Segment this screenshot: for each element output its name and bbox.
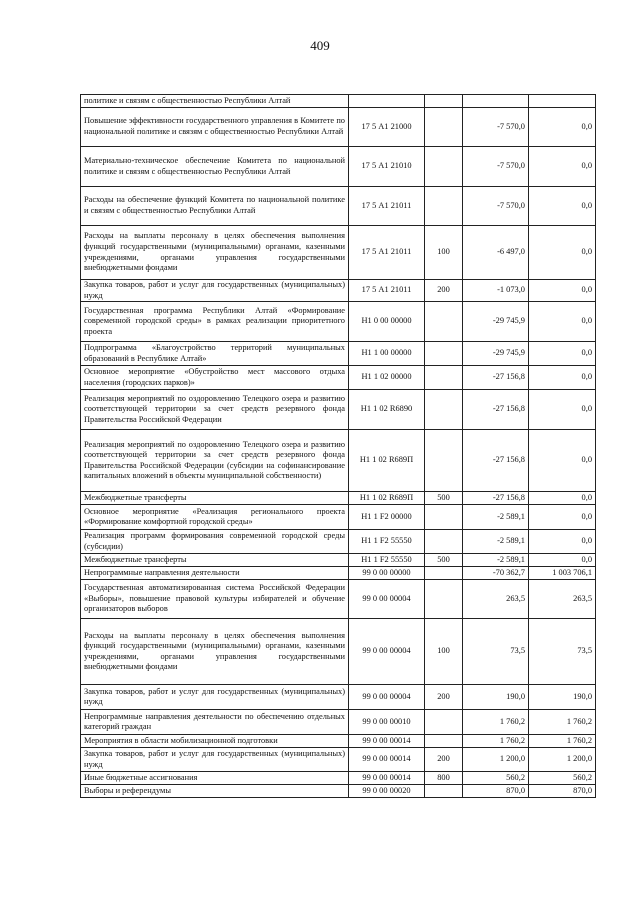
table-row <box>81 108 596 147</box>
row-value-change: -27 156,8 <box>463 430 529 492</box>
row-value-change: 560,2 <box>463 772 529 785</box>
row-code: 99 0 00 00014 <box>349 772 425 785</box>
row-value-change: -27 156,8 <box>463 366 529 390</box>
table-row <box>81 492 596 505</box>
table-row <box>81 554 596 567</box>
table-row <box>81 567 596 580</box>
row-expense-type <box>425 505 463 530</box>
row-code: Н1 1 02 R6890 <box>349 390 425 430</box>
table-row <box>81 302 596 342</box>
table-row <box>81 772 596 785</box>
row-name: Реализация мероприятий по оздоровлению Телецкого озера и развитию соответствующей территории за счет средств резервного фонда Правительства Российской Федерации <box>81 390 349 430</box>
row-expense-type: 800 <box>425 772 463 785</box>
row-value-total: 0,0 <box>529 187 596 226</box>
row-value-total: 263,5 <box>529 580 596 619</box>
row-code: Н1 0 00 00000 <box>349 302 425 342</box>
row-value-total: 0,0 <box>529 108 596 147</box>
row-name: Расходы на выплаты персоналу в целях обеспечения выполнения функций государственными (муниципальными) органами, казенными учреждениями, органами управления государственными внебюджетными фондами <box>81 226 349 280</box>
row-value-total: 1 760,2 <box>529 710 596 735</box>
row-expense-type <box>425 302 463 342</box>
row-value-change: -2 589,1 <box>463 554 529 567</box>
row-expense-type: 200 <box>425 748 463 772</box>
row-name: Выборы и референдумы <box>81 785 349 798</box>
row-value-change <box>463 95 529 108</box>
budget-table-body <box>81 95 596 798</box>
row-expense-type <box>425 366 463 390</box>
row-name: Расходы на выплаты персоналу в целях обеспечения выполнения функций государственными (муниципальными) органами, казенными учреждениями, органами управления государственными внебюджетными фондами <box>81 619 349 685</box>
row-value-total: 1 003 706,1 <box>529 567 596 580</box>
row-expense-type <box>425 735 463 748</box>
row-name: Реализация программ формирования современной городской среды (субсидии) <box>81 530 349 554</box>
table-row <box>81 619 596 685</box>
row-expense-type <box>425 108 463 147</box>
row-expense-type <box>425 710 463 735</box>
row-code: Н1 1 02 R689П <box>349 430 425 492</box>
table-row <box>81 226 596 280</box>
row-code: Н1 1 F2 55550 <box>349 554 425 567</box>
row-name: Закупка товаров, работ и услуг для государственных (муниципальных) нужд <box>81 685 349 710</box>
row-expense-type: 200 <box>425 280 463 302</box>
row-value-total: 0,0 <box>529 505 596 530</box>
row-value-total: 0,0 <box>529 342 596 366</box>
row-code: 17 5 А1 21011 <box>349 187 425 226</box>
row-name: Мероприятия в области мобилизационной подготовки <box>81 735 349 748</box>
table-row <box>81 366 596 390</box>
row-code: Н1 1 02 00000 <box>349 366 425 390</box>
row-value-change: 1 760,2 <box>463 710 529 735</box>
row-name: Основное мероприятие «Обустройство мест массового отдыха населения (городских парков)» <box>81 366 349 390</box>
row-name: Иные бюджетные ассигнования <box>81 772 349 785</box>
row-value-total: 0,0 <box>529 147 596 187</box>
row-name: Основное мероприятие «Реализация регионального проекта «Формирование комфортной городской среды» <box>81 505 349 530</box>
row-code: Н1 1 F2 55550 <box>349 530 425 554</box>
row-expense-type: 100 <box>425 226 463 280</box>
row-expense-type <box>425 342 463 366</box>
row-name: Непрограммные направления деятельности <box>81 567 349 580</box>
row-value-change: 870,0 <box>463 785 529 798</box>
row-value-total: 0,0 <box>529 366 596 390</box>
row-name: Межбюджетные трансферты <box>81 492 349 505</box>
row-value-total: 0,0 <box>529 226 596 280</box>
table-row <box>81 390 596 430</box>
row-code: 99 0 00 00020 <box>349 785 425 798</box>
row-value-change: 73,5 <box>463 619 529 685</box>
row-name: Повышение эффективности государственного управления в Комитете по национальной политике и связям с общественностью Республики Алтай <box>81 108 349 147</box>
row-name: Государственная автоматизированная система Российской Федерации «Выборы», повышение правовой культуры избирателей и обучение организаторов выборов <box>81 580 349 619</box>
row-value-total: 0,0 <box>529 390 596 430</box>
row-value-change: -27 156,8 <box>463 390 529 430</box>
row-code: 99 0 00 00004 <box>349 619 425 685</box>
row-expense-type <box>425 785 463 798</box>
row-expense-type <box>425 530 463 554</box>
table-row <box>81 530 596 554</box>
table-row <box>81 280 596 302</box>
row-value-change: 1 200,0 <box>463 748 529 772</box>
row-name: Закупка товаров, работ и услуг для государственных (муниципальных) нужд <box>81 748 349 772</box>
row-value-total: 0,0 <box>529 430 596 492</box>
row-code: 99 0 00 00004 <box>349 685 425 710</box>
row-code: 17 5 А1 21000 <box>349 108 425 147</box>
table-row <box>81 187 596 226</box>
table-row <box>81 430 596 492</box>
row-value-change: -27 156,8 <box>463 492 529 505</box>
row-code: 17 5 А1 21010 <box>349 147 425 187</box>
row-code: 99 0 00 00010 <box>349 710 425 735</box>
row-value-change: -29 745,9 <box>463 342 529 366</box>
row-code: Н1 1 00 00000 <box>349 342 425 366</box>
row-value-total <box>529 95 596 108</box>
row-value-total: 560,2 <box>529 772 596 785</box>
row-value-change: 263,5 <box>463 580 529 619</box>
row-expense-type <box>425 95 463 108</box>
row-value-total: 870,0 <box>529 785 596 798</box>
row-expense-type <box>425 430 463 492</box>
row-value-change: -29 745,9 <box>463 302 529 342</box>
budget-table <box>80 94 596 798</box>
row-name: Межбюджетные трансферты <box>81 554 349 567</box>
row-value-change: -7 570,0 <box>463 187 529 226</box>
row-value-total: 1 760,2 <box>529 735 596 748</box>
row-expense-type <box>425 390 463 430</box>
row-value-change: 190,0 <box>463 685 529 710</box>
row-value-total: 0,0 <box>529 280 596 302</box>
table-row <box>81 505 596 530</box>
row-name: Расходы на обеспечение функций Комитета по национальной политике и связям с общественностью Республики Алтай <box>81 187 349 226</box>
row-name: Реализация мероприятий по оздоровлению Телецкого озера и развитию соответствующей территории за счет средств резервного фонда Правительства Российской Федерации (субсидии на софинансирование капитальных вложений в объекты муниципальной собственности) <box>81 430 349 492</box>
row-code: Н1 1 02 R689П <box>349 492 425 505</box>
row-name: Непрограммные направления деятельности по обеспечению отдельных категорий граждан <box>81 710 349 735</box>
row-code: 99 0 00 00000 <box>349 567 425 580</box>
row-value-change: -7 570,0 <box>463 108 529 147</box>
row-expense-type: 500 <box>425 554 463 567</box>
table-row <box>81 342 596 366</box>
row-value-total: 1 200,0 <box>529 748 596 772</box>
row-value-change: 1 760,2 <box>463 735 529 748</box>
row-code: 99 0 00 00014 <box>349 735 425 748</box>
row-name: Подпрограмма «Благоустройство территорий муниципальных образований в Республике Алтай» <box>81 342 349 366</box>
row-code: 99 0 00 00004 <box>349 580 425 619</box>
row-value-change: -70 362,7 <box>463 567 529 580</box>
row-expense-type <box>425 567 463 580</box>
row-value-total: 0,0 <box>529 554 596 567</box>
row-expense-type: 200 <box>425 685 463 710</box>
table-row <box>81 748 596 772</box>
row-expense-type <box>425 147 463 187</box>
row-value-change: -6 497,0 <box>463 226 529 280</box>
table-row <box>81 147 596 187</box>
row-value-change: -7 570,0 <box>463 147 529 187</box>
table-row <box>81 95 596 108</box>
table-row <box>81 580 596 619</box>
row-expense-type: 500 <box>425 492 463 505</box>
row-name: Материально-техническое обеспечение Комитета по национальной политике и связям с общественностью Республики Алтай <box>81 147 349 187</box>
row-value-total: 190,0 <box>529 685 596 710</box>
row-code: Н1 1 F2 00000 <box>349 505 425 530</box>
table-row <box>81 710 596 735</box>
table-row <box>81 785 596 798</box>
row-code: 17 5 А1 21011 <box>349 226 425 280</box>
row-expense-type <box>425 187 463 226</box>
row-name: Закупка товаров, работ и услуг для государственных (муниципальных) нужд <box>81 280 349 302</box>
row-code: 17 5 А1 21011 <box>349 280 425 302</box>
row-value-total: 0,0 <box>529 492 596 505</box>
row-value-change: -2 589,1 <box>463 530 529 554</box>
page-number: 409 <box>310 38 330 53</box>
row-expense-type <box>425 580 463 619</box>
table-row <box>81 685 596 710</box>
row-expense-type: 100 <box>425 619 463 685</box>
row-value-change: -2 589,1 <box>463 505 529 530</box>
row-value-total: 73,5 <box>529 619 596 685</box>
row-value-total: 0,0 <box>529 530 596 554</box>
row-name: политике и связям с общественностью Республики Алтай <box>81 95 349 108</box>
row-value-change: -1 073,0 <box>463 280 529 302</box>
row-value-total: 0,0 <box>529 302 596 342</box>
row-code: 99 0 00 00014 <box>349 748 425 772</box>
row-name: Государственная программа Республики Алтай «Формирование современной городской среды» в рамках реализации приоритетного проекта <box>81 302 349 342</box>
row-code <box>349 95 425 108</box>
table-row <box>81 735 596 748</box>
